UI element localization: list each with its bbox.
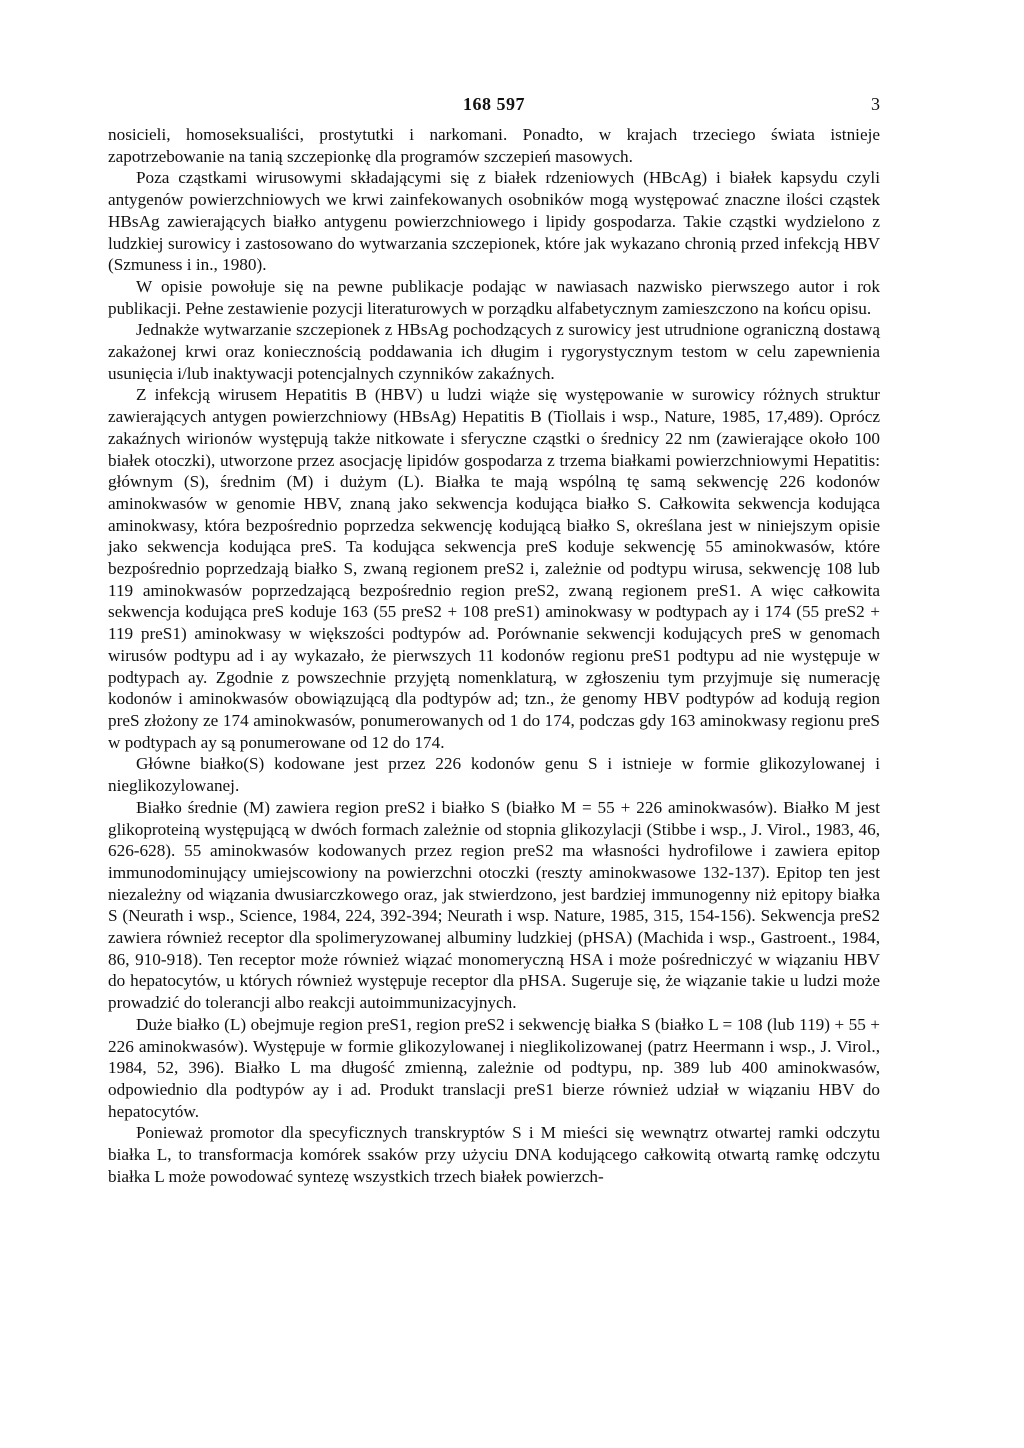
page-header: [108, 94, 880, 118]
paragraph: W opisie powołuje się na pewne publikacje podając w nawiasach nazwisko pierwszego autor i rok publikacji. Pełne zestawienie pozycji literaturowych w porządku alfabetycznym zamieszczono na końcu opisu.: [108, 276, 880, 318]
paragraph: Z infekcją wirusem Hepatitis B (HBV) u ludzi wiąże się występowanie w surowicy różnych struktur zawierających antygen powierzchniowy (HBsAg) Hepatitis B (Tiollais i wsp., Nature, 1985, 17,489). Oprócz zakaźnych wirionów występują także nitkowate i sferyczne cząstki o średnicy 22 nm (zawierające około 100 białek otoczki), utworzone przez asocjację lipidów gospodarza z trzema białkami powierzchniowymi Hepatitis: głównym (S), średnim (M) i dużym (L). Białka te mają wspólną tę samą sekwencję 226 kodonów aminokwasów w genomie HBV, znaną jako sekwencja kodująca białko S. Całkowita sekwencja kodująca aminokwasy, która bezpośrednio poprzedza sekwencję kodującą białko S, określana jest w niniejszym opisie jako sekwencja kodująca preS. Ta kodująca sekwencja preS koduje sekwencję 55 aminokwasów, które bezpośrednio poprzedzają białko S, zwaną regionem preS2 i, zależnie od podtypu wirusa, sekwencję 108 lub 119 aminokwasów poprzedzającą bezpośrednio region preS2, zwaną regionem preS1. A więc całkowita sekwencja kodująca preS koduje 163 (55 preS2 + 108 preS1) aminokwasy w podtypach ay i 174 (55 preS2 + 119 preS1) aminokwasy w większości podtypów ad. Porównanie sekwencji kodujących preS w genomach wirusów podtypu ad i ay wykazało, że pierwszych 11 kodonów regionu preS1 podtypu ad nie występuje w podtypach ay. Zgodnie z powszechnie przyjętą nomenklaturą, w zgłoszeniu tym przyjmuje się numerację kodonów i aminokwasów obowiązującą dla podtypów ad; tzn., że genomy HBV podtypów ad kodują region preS złożony ze 174 aminokwasów, ponumerowanych od 1 do 174, podczas gdy 163 aminokwasy regionu preS w podtypach ay są ponumerowane od 12 do 174.: [108, 385, 880, 752]
paragraph: Jednakże wytwarzanie szczepionek z HBsAg pochodzących z surowicy jest utrudnione ograniczną dostawą zakażonej krwi oraz koniecznością poddawania ich długim i rygorystycznym testom w celu zapewnienia usunięcia i/lub inaktywacji potencjalnych czynników zakaźnych.: [108, 320, 880, 383]
document-body: [108, 124, 880, 1187]
paragraph: Duże białko (L) obejmuje region preS1, region preS2 i sekwencję białka S (białko L = 108 (lub 119) + 55 + 226 aminokwasów). Występuje w formie glikozylowanej i nieglikolizowanej (patrz Heermann i wsp., J. Virol., 1984, 52, 396). Białko L ma długość zmienną, zależnie od podtypu, np. 389 lub 400 aminokwasów, odpowiednio dla podtypów ay i ad. Produkt translacji preS1 bierze również udział w wiązaniu HBV do hepatocytów.: [108, 1014, 880, 1121]
paragraph: Poza cząstkami wirusowymi składającymi się z białek rdzeniowych (HBcAg) i białek kapsydu czyli antygenów powierzchniowych we krwi zainfekowanych osobników mogą występować znaczne ilości cząstek HBsAg zawierających białko antygenu powierzchniowego i lipidy gospodarza. Takie cząstki wydzielono z ludzkiej surowicy i zastosowano do wytwarzania szczepionek, które jak wykazano chronią przed infekcją HBV (Szmuness i in., 1980).: [108, 168, 880, 275]
page-number: 3: [871, 94, 880, 114]
document-number: 168 597: [463, 94, 525, 114]
paragraph: Główne białko(S) kodowane jest przez 226 kodonów genu S i istnieje w formie glikozylowanej i nieglikozylowanej.: [108, 754, 880, 796]
paragraph: nosicieli, homoseksualiści, prostytutki i narkomani. Ponadto, w krajach trzeciego świata istnieje zapotrzebowanie na tanią szczepionkę dla programów szczepień masowych.: [108, 125, 880, 166]
paragraph: Ponieważ promotor dla specyficznych transkryptów S i M mieści się wewnątrz otwartej ramki odczytu białka L, to transformacja komórek ssaków przy użyciu DNA kodującego całkowitą otwartą ramkę odczytu białka L może powodować syntezę wszystkich trzech białek powierzch-: [108, 1123, 880, 1186]
paragraph: Białko średnie (M) zawiera region preS2 i białko S (białko M = 55 + 226 aminokwasów). Białko M jest glikoproteiną występującą w dwóch formach zależnie od stopnia glikozylacji (Stibbe i wsp., J. Virol., 1983, 46, 626-628). 55 aminokwasów kodowanych przez region preS2 ma własności hydrofilowe i zawiera epitop immunodominujący umiejscowiony na powierzchni otoczki (reszty aminokwasowe 132-137). Epitop ten jest niezależny od wiązania dwusiarczkowego oraz, jak stwierdzono, jest bardziej immunogenny niż epitopy białka S (Neurath i wsp., Science, 1984, 224, 392-394; Neurath i wsp. Nature, 1985, 315, 154-156). Sekwencja preS2 zawiera również receptor dla spolimeryzowanej albuminy ludzkiej (pHSA) (Machida i wsp., Gastroent., 1984, 86, 910-918). Ten receptor może również wiązać monomeryczną HSA i może pośredniczyć w wiązaniu HBV do hepatocytów, u których również występuje receptor dla pHSA. Sugeruje się, że wiązanie takie u ludzi może prowadzić do tolerancji albo reakcji autoimmunizacyjnych.: [108, 797, 880, 1013]
